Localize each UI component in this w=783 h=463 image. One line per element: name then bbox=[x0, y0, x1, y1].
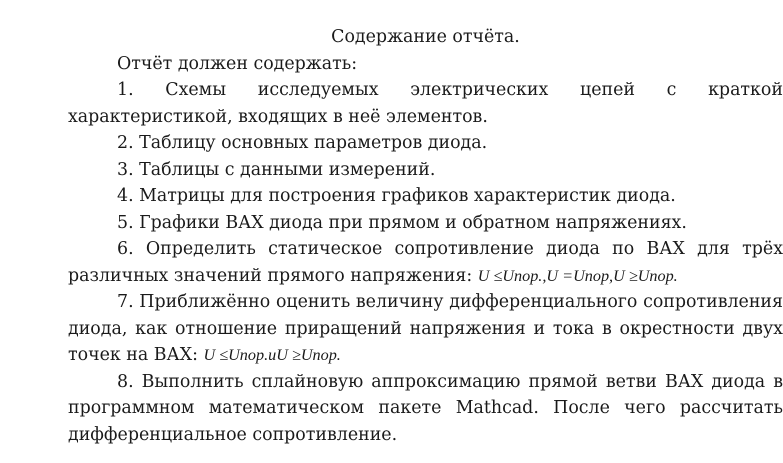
list-item-6-formula: U ≤Uпор.,U =Uпор,U ≥Uпор. bbox=[477, 266, 678, 285]
list-item-3 bbox=[68, 157, 783, 184]
list-item-2-text: 2. Таблицу основных параметров диода. bbox=[117, 133, 488, 153]
list-item-3-text: 3. Таблицы с данными измерений. bbox=[117, 159, 436, 180]
document-title: Содержание отчёта. bbox=[331, 27, 520, 47]
list-item-6-text: 6. Определить статическое сопротивление диода по ВАХ для трёх различных значений прямого напряжения: bbox=[68, 239, 783, 286]
list-item-6 bbox=[68, 236, 783, 289]
list-item-1 bbox=[68, 77, 783, 130]
list-item-8-text: 8. Выполнить сплайновую аппроксимацию прямой ветви ВАХ диода в программном математическом пакете Mathcad. После чего рассчитать дифференциальное сопротивление. bbox=[68, 371, 783, 445]
list-item-2 bbox=[68, 130, 783, 157]
list-item-5-text: 5. Графики ВАХ диода при прямом и обратном напряжениях. bbox=[117, 212, 687, 233]
list-item-7-text: 7. Приближённо оценить величину дифференциального сопротивления диода, как отношение приращений напряжения и тока в окрестности двух точек на ВАХ: bbox=[68, 292, 783, 365]
list-item-8 bbox=[68, 369, 783, 449]
list-item-7 bbox=[68, 289, 783, 369]
list-item-1-text: 1. Схемы исследуемых электрических цепей с краткой характеристикой, входящих в неё элементов. bbox=[68, 80, 783, 127]
list-item-5 bbox=[68, 210, 783, 237]
document-body bbox=[68, 24, 783, 448]
intro-line: Отчёт должен содержать: bbox=[117, 53, 358, 74]
list-item-4-text: 4. Матрицы для построения графиков характеристик диода. bbox=[117, 186, 676, 206]
list-item-4 bbox=[68, 183, 783, 210]
list-item-7-formula: U ≤Uпор.иU ≥Uпор. bbox=[203, 346, 341, 364]
